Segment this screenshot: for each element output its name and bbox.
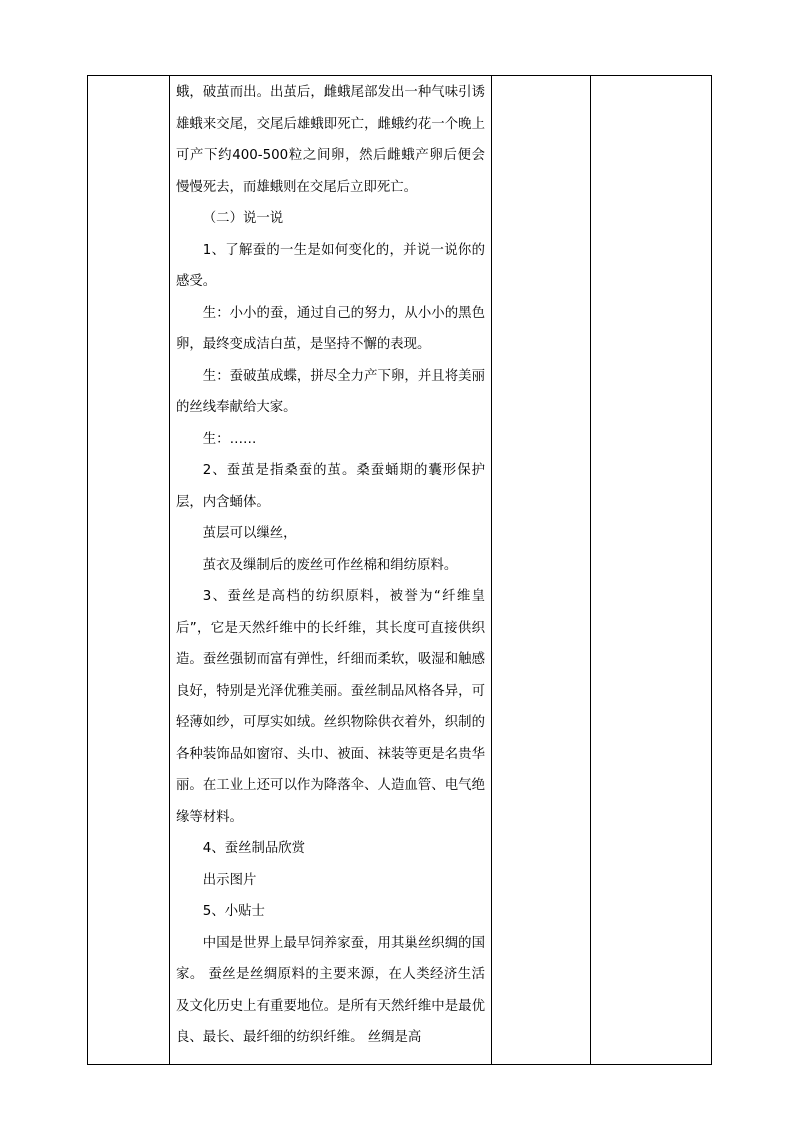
paragraph: 2、蚕茧是指桑蚕的茧。桑蚕蛹期的囊形保护层，内含蛹体。 [176,463,485,510]
lesson-content [170,76,491,1054]
paragraph: 出示图片 [202,872,257,888]
paragraph: 生：小小的蚕，通过自己的努力，从小小的黑色卵，最终变成洁白茧，是坚持不懈的表现。 [176,305,485,352]
paragraph: 中国是世界上最早饲养家蚕，用其巢丝织绸的国家。 蚕丝是丝绸原料的主要来源，在人类经济生活及文化历史上有重要地位。是所有天然纤维中是最优良、最长、最纤细的纺织纤维。 丝绸是高 [176,935,485,1045]
table-row [88,76,712,1065]
paragraph: 4、蚕丝制品欣赏 [202,841,306,856]
remarks-cell [591,76,712,1065]
paragraph: 茧衣及缫制后的废丝可作丝棉和绢纺原料。 [202,557,458,573]
left-cell [88,76,170,1065]
content-cell [170,76,492,1065]
notes-cell [492,76,591,1065]
paragraph: 5、小贴士 [202,904,265,919]
paragraph: 茧层可以缫丝， [202,526,297,541]
paragraph: 生：…… [202,431,257,447]
lesson-table [87,75,712,1065]
paragraph: 生：蚕破茧成蝶，拼尽全力产下卵，并且将美丽的丝线奉献给大家。 [176,368,485,415]
paragraph: 1、了解蚕的一生是如何变化的，并说一说你的感受。 [176,242,485,289]
paragraph: 3、蚕丝是高档的纺织原料，被誉为“纤维皇后”，它是天然纤维中的长纤维，其长度可直接供织造。蚕丝强韧而富有弹性，纤细而柔软，吸湿和触感良好，特别是光泽优雅美丽。蚕丝制品风格各异，可轻薄如纱，可厚实如绒。丝织物除供衣着外，织制的各种装饰品如窗帘、头巾、被面、袜装等更是名贵华丽。在工业上还可以作为降落伞、人造血管、电气绝缘等材料。 [176,589,485,825]
paragraph: 蛾，破茧而出。出茧后，雌蛾尾部发出一种气味引诱雄蛾来交尾，交尾后雄蛾即死亡，雌蛾约花一个晚上可产下约400-500粒之间卵，然后雌蛾产卵后便会慢慢死去，而雄蛾则在交尾后立即死亡。 [176,85,485,195]
paragraph: （二）说一说 [202,211,284,226]
